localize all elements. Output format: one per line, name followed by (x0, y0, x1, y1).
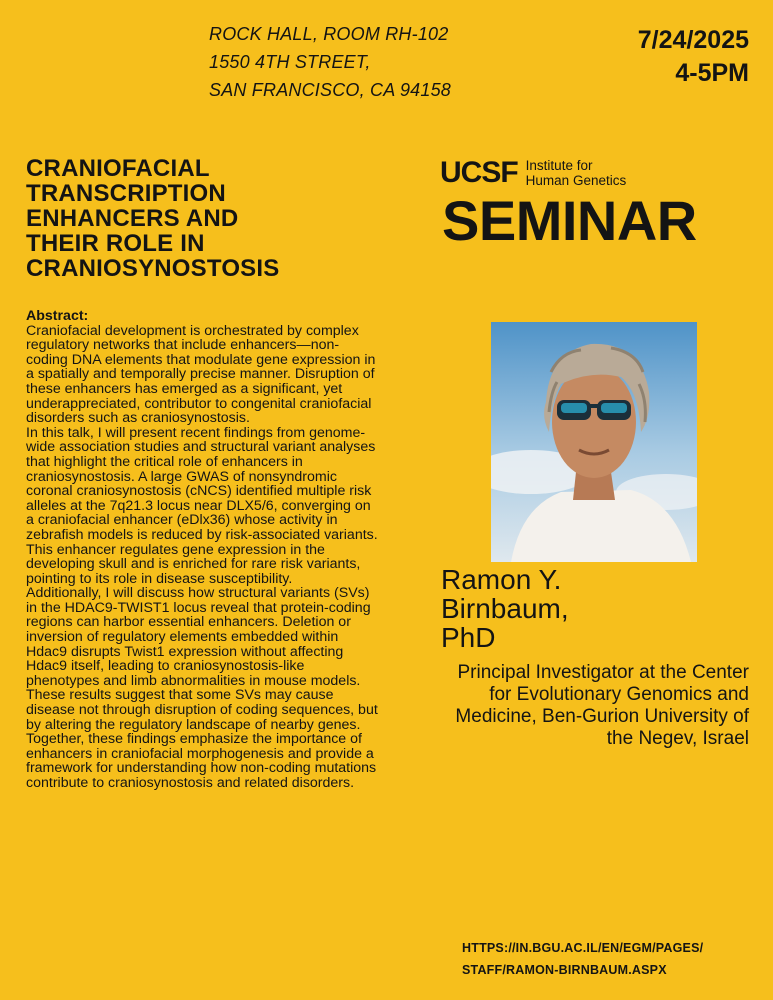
event-date: 7/24/2025 (637, 26, 749, 54)
speaker-name-line: Ramon Y. (441, 564, 562, 595)
title-line: CRANIOFACIAL (26, 155, 210, 182)
talk-title (26, 156, 406, 281)
ucsf-logo-icon: UCSF (440, 156, 518, 189)
abstract-heading: Abstract: (26, 308, 89, 324)
speaker-profile-link[interactable] (462, 937, 703, 981)
institute-line: Human Genetics (525, 173, 627, 188)
abstract-paragraph: Craniofacial development is orchestrated by complex regulatory networks that include enhancers—non-coding DNA elements that modulate gene expression in a spatially and temporally precise manner. Disruption of these enhancers has emerged as a significant, yet underappreciated, contributor to congenital craniofacial disorders such as craniosynostosis. (26, 322, 376, 427)
event-time: 4-5PM (675, 59, 749, 87)
title-line: TRANSCRIPTION (26, 180, 226, 207)
speaker-name (441, 565, 569, 652)
title-line: CRANIOSYNOSTOSIS (26, 255, 280, 282)
institute-name (526, 158, 627, 188)
seminar-label: SEMINAR (442, 189, 697, 252)
abstract-paragraph: In this talk, I will present recent findings from genome-wide association studies and structural variant analyses that highlight the critical role of enhancers in craniosynostosis. A large GWAS of nonsyndromic coronal craniosynostosis (cNCS) identified multiple risk alleles at the 7q21.3 locus near DLX5/6, converging on a craniofacial enhancer (eDlx36) whose activity in zebrafish models is reduced by risk-associated variants. This enhancer regulates gene expression in the developing skull and is enriched for rare risk variants, pointing to its role in disease susceptibility. (26, 424, 378, 587)
institute-line: Institute for (525, 158, 593, 173)
abstract-paragraph: Additionally, I will discuss how structural variants (SVs) in the HDAC9-TWIST1 locus reveal that protein-coding regions can harbor essential enhancers. Deletion or inversion of regulatory elements embedded within Hdac9 disrupts Twist1 expression without affecting Hdac9 itself, leading to craniosynostosis-like phenotypes and limb abnormalities in mouse models. These results suggest that some SVs may cause disease not through disruption of coding sequences, but by altering the regulatory landscape of nearby genes. (26, 585, 378, 733)
abstract (26, 309, 378, 791)
event-address (209, 20, 451, 104)
speaker-name-line: PhD (441, 622, 496, 653)
speaker-name-line: Birnbaum, (441, 593, 569, 624)
title-line: THEIR ROLE IN (26, 230, 205, 257)
url-line[interactable]: STAFF/RAMON-BIRNBAUM.ASPX (462, 963, 667, 977)
speaker-photo (491, 322, 697, 562)
address-line: ROCK HALL, ROOM RH-102 (209, 24, 449, 44)
title-line: ENHANCERS AND (26, 205, 239, 232)
url-line[interactable]: HTTPS://IN.BGU.AC.IL/EN/EGM/PAGES/ (462, 941, 704, 955)
speaker-photo-icon (491, 322, 697, 562)
speaker-affiliation: Principal Investigator at the Center for Evolutionary Genomics and Medicine, Ben-Gurion University of the Negev, Israel (455, 662, 749, 749)
abstract-paragraph: Together, these findings emphasize the importance of enhancers in craniofacial morphogenesis and provide a framework for understanding how non-coding mutations contribute to craniosynostosis and related disorders. (26, 731, 377, 791)
address-line: SAN FRANCISCO, CA 94158 (209, 80, 452, 100)
address-line: 1550 4TH STREET, (209, 52, 371, 72)
event-datetime (638, 24, 749, 90)
